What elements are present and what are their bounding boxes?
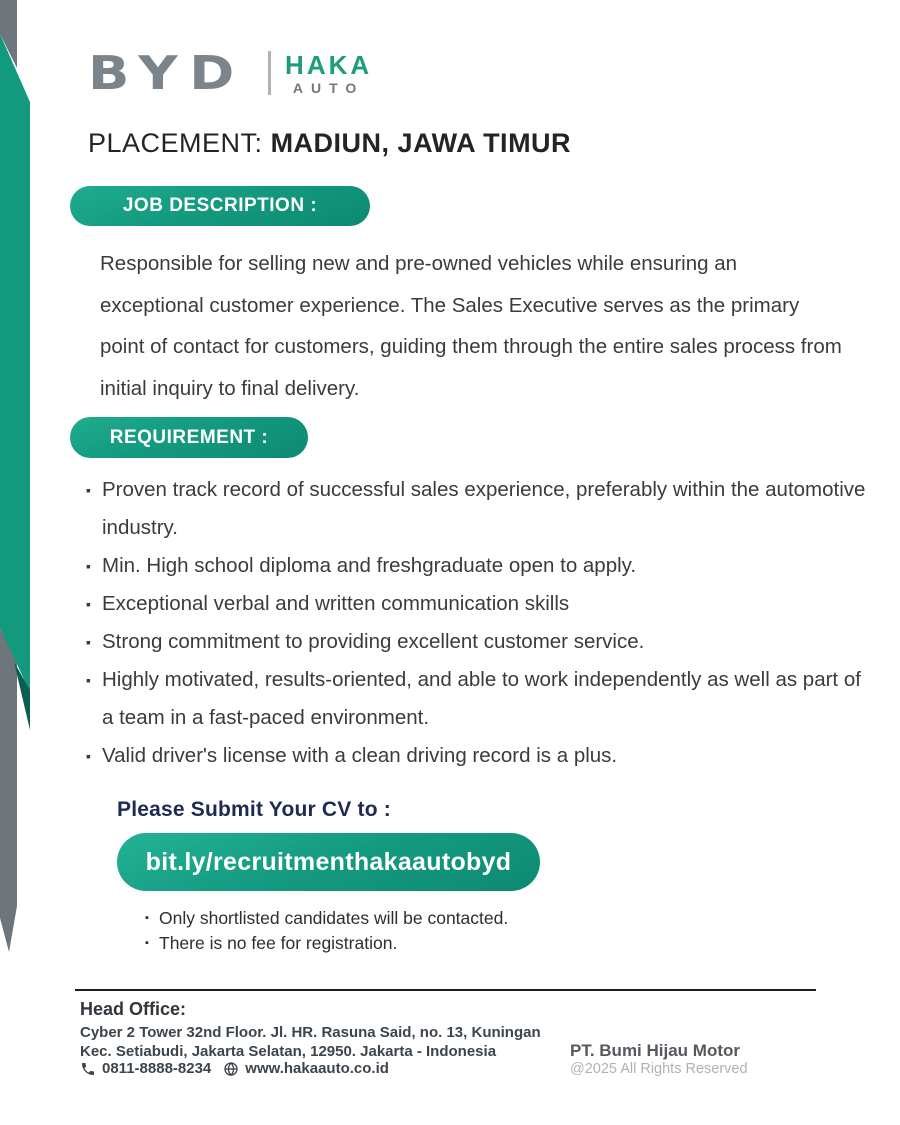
footer-divider <box>75 989 816 991</box>
haka-logo-text: HAKA <box>285 49 373 80</box>
company-name: PT. Bumi Hijau Motor <box>570 1041 740 1060</box>
placement-location: MADIUN, JAWA TIMUR <box>270 128 572 158</box>
requirement-item: ▪ Valid driver's license with a clean driving record is a plus. <box>86 737 876 775</box>
submission-notes <box>145 906 508 956</box>
phone-icon <box>80 1061 96 1077</box>
address-line-1: Cyber 2 Tower 32nd Floor. Jl. HR. Rasuna Said, no. 13, Kuningan <box>80 1024 541 1041</box>
phone-number: 0811-8888-8234 <box>102 1060 212 1077</box>
website-link[interactable]: www.hakaauto.co.id <box>245 1060 389 1077</box>
requirement-item: ▪ Highly motivated, results-oriented, and able to work independently as well as part of a team in a fast-paced environment. <box>86 661 876 737</box>
requirement-list <box>86 471 876 775</box>
requirement-header-pill <box>70 417 308 458</box>
requirement-item: ▪ Exceptional verbal and written communication skills <box>86 585 876 623</box>
cv-link-button[interactable] <box>117 833 540 891</box>
submit-cv-label: Please Submit Your CV to : <box>117 798 391 821</box>
byd-logo: BYD <box>88 46 247 100</box>
job-description-body: Responsible for selling new and pre-owned vehicles while ensuring an exceptional customer experience. The Sales Executive serves as the primary point of contact for customers, guiding them through the entire sales process from initial inquiry to final delivery. <box>100 252 842 400</box>
placement-heading <box>88 128 571 159</box>
placement-label: PLACEMENT: <box>88 128 263 158</box>
globe-icon <box>223 1061 239 1077</box>
left-ribbon-decoration <box>0 0 40 960</box>
cv-link-url: bit.ly/recruitmenthakaautobyd <box>145 847 512 876</box>
copyright-text: @2025 All Rights Reserved <box>570 1061 748 1077</box>
haka-auto-logo <box>285 49 373 96</box>
note-item: ▪ Only shortlisted candidates will be contacted. <box>145 906 508 931</box>
address-line-2: Kec. Setiabudi, Jakarta Selatan, 12950. Jakarta - Indonesia <box>80 1043 497 1060</box>
brand-header <box>88 46 373 100</box>
requirement-item: ▪ Min. High school diploma and freshgraduate open to apply. <box>86 547 876 585</box>
requirement-item: ▪ Strong commitment to providing excellent customer service. <box>86 623 876 661</box>
requirement-item: ▪ Proven track record of successful sales experience, preferably within the automotive industry. <box>86 471 876 547</box>
job-description-label: JOB DESCRIPTION : <box>122 195 318 216</box>
auto-logo-text: AUTO <box>292 79 365 96</box>
logo-divider <box>268 51 271 95</box>
note-item: ▪ There is no fee for registration. <box>145 931 508 956</box>
contact-row <box>80 1060 389 1077</box>
job-description-header-pill <box>70 186 370 226</box>
requirement-label: REQUIREMENT : <box>109 426 269 448</box>
head-office-label: Head Office: <box>80 999 187 1019</box>
